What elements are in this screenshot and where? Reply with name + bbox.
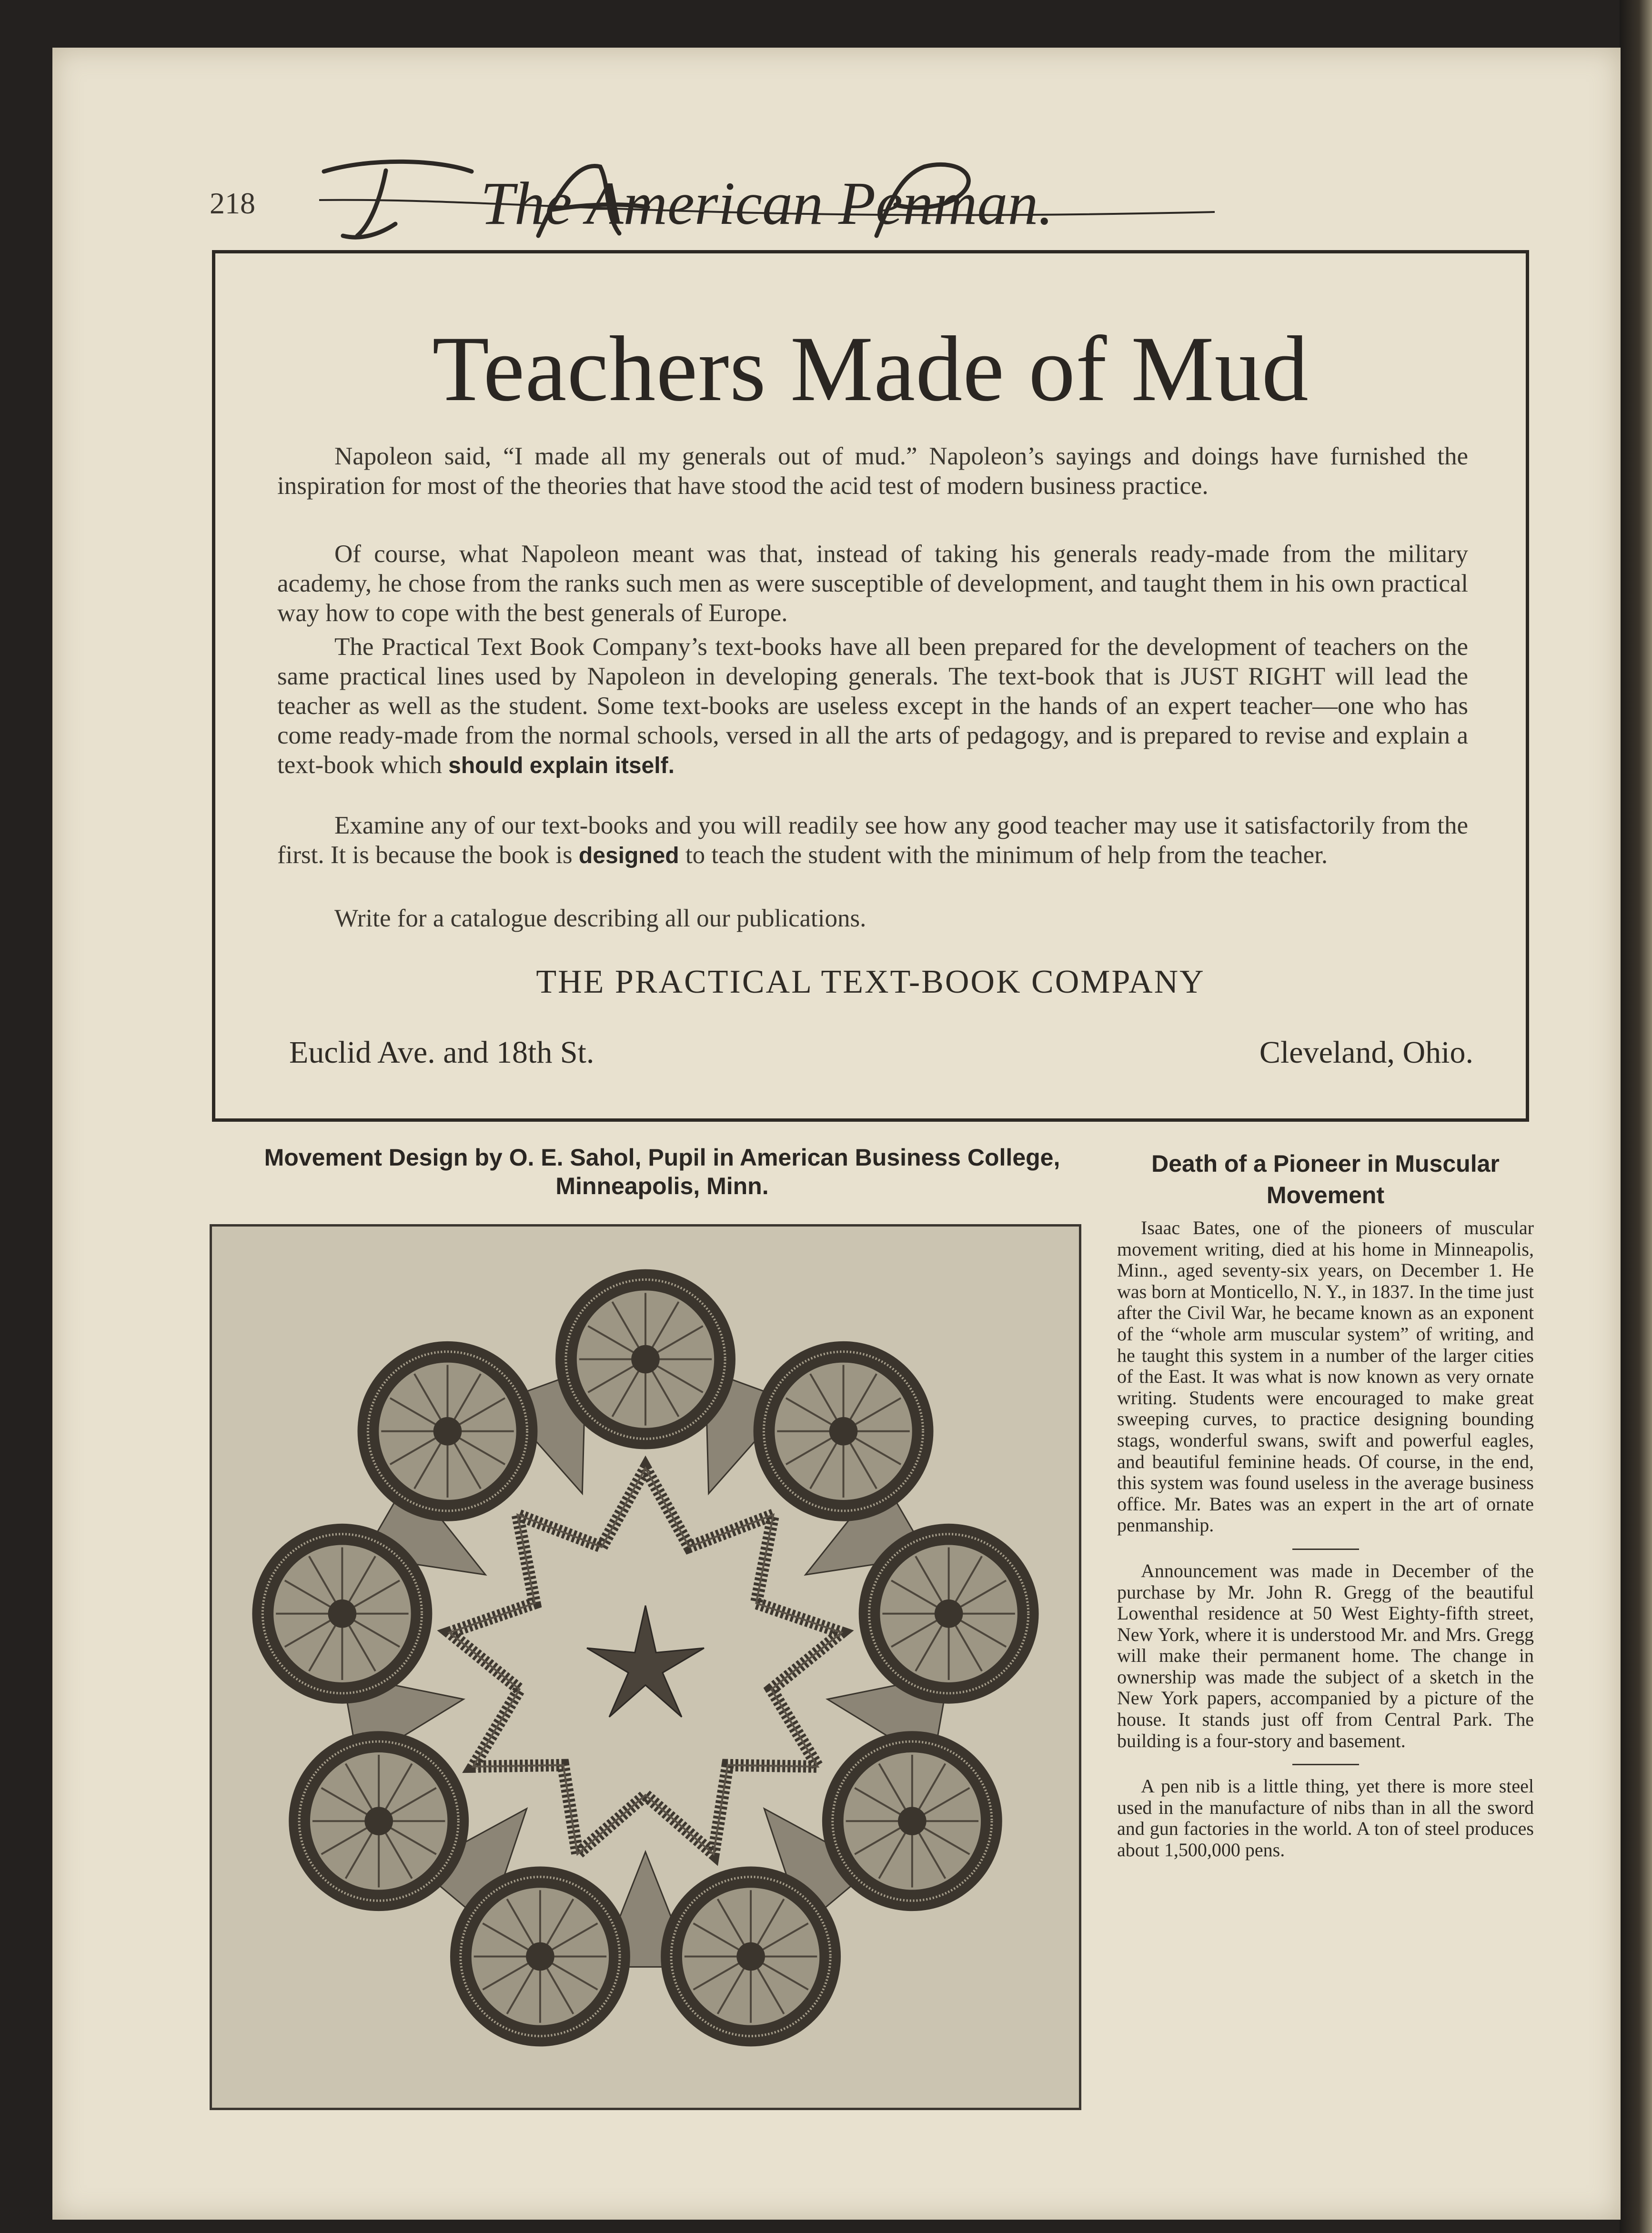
article-title: [1117, 1148, 1534, 1211]
ad-paragraph-3: [277, 632, 1468, 781]
design-medallion-hub: [935, 1599, 963, 1628]
article-paragraph-2: Announcement was made in December of the purchase by Mr. John R. Gregg of the beautiful Lowenthal residence at 50 West Eighty-fifth street, New York, where it is understood Mr. and Mrs. Gregg will make their permanent home. The change in ownership was made the subject of a sketch in the New York papers, accompanied by a picture of the house. It stands just off from Central Park. The building is a four-story and basement.: [1117, 1559, 1534, 1751]
ad-paragraph-4-end: to teach the student with the minimum of help from the teacher.: [685, 841, 1328, 869]
ad-paragraph-4: [277, 811, 1468, 871]
ad-emphasis-designed: designed: [578, 843, 679, 868]
section-divider: [1292, 1764, 1359, 1765]
masthead-script-logo: [314, 152, 1219, 243]
ad-paragraph-5: Write for a catalogue describing all our publications.: [334, 905, 866, 932]
article-paragraph-3: A pen nib is a little thing, yet there is more steel used in the manufacture of nibs than in all the sword and gun factories in the world. A ton of steel produces about 1,500,000 pens.: [1117, 1775, 1534, 1861]
design-caption-line-2: Minneapolis, Minn.: [555, 1173, 769, 1199]
ad-company-name: THE PRACTICAL TEXT-BOOK COMPANY: [536, 964, 1205, 1000]
svg-text:The American Penman.: The American Penman.: [480, 170, 1054, 237]
movement-design-illustration: [210, 1224, 1081, 2110]
ad-address-street: Euclid Ave. and 18th St.: [289, 1035, 594, 1070]
design-medallion-hub: [364, 1807, 393, 1835]
design-medallion-hub: [433, 1417, 462, 1446]
design-medallion-hub: [829, 1417, 858, 1446]
ad-address-city: Cleveland, Ohio.: [1259, 1035, 1473, 1070]
ad-paragraph-2: Of course, what Napoleon meant was that, instead of taking his generals ready-made from the military academy, he chose from the ranks such men as were susceptible of development, and taught them in his own practical way how to cope with the best generals of Europe.: [277, 540, 1468, 627]
design-medallion-hub: [736, 1942, 765, 1971]
design-medallion-hub: [526, 1942, 554, 1971]
article-column: [1117, 1148, 1534, 1861]
design-medallion-hub: [898, 1807, 927, 1835]
page-number: 218: [210, 186, 255, 220]
article-paragraph-1: Isaac Bates, one of the pioneers of muscular movement writing, died at his home in Minneapolis, Minn., aged seventy-six years, on December 1. He was born at Monticello, N. Y., in 1837. In the time just after the Civil War, he became known as an exponent of the “whole arm muscular system” of writing, and he taught this system in a number of the larger cities of the East. It was what is now known as very ornate writing. Students were encouraged to make great sweeping curves, to practice designing bounding stags, wonderful swans, swift and powerful eagles, and beautiful feminine heads. Of course, in the end, this system was found useless in the average business office. Mr. Bates was an expert in the art of ornate penmanship.: [1117, 1217, 1534, 1536]
ad-paragraph-4-text: Examine any of our text-books and you will readily see how any good teacher may use it satisfactorily from the first. It is because the book is: [277, 812, 1468, 869]
ad-title: Teachers Made of Mud: [432, 317, 1309, 421]
article-title-line-2: Movement: [1266, 1182, 1385, 1208]
design-caption-line-1: Movement Design by O. E. Sahol, Pupil in American Business College,: [264, 1144, 1060, 1171]
ad-paragraph-1: Napoleon said, “I made all my generals out of mud.” Napoleon’s sayings and doings have furnished the inspiration for most of the theories that have stood the acid test of modern business practice.: [277, 443, 1468, 500]
design-medallion-hub: [631, 1345, 660, 1374]
advertisement-box: [212, 250, 1529, 1122]
article-title-line-1: Death of a Pioneer in Muscular: [1151, 1150, 1500, 1177]
ornamental-rosette-icon: [212, 1227, 1079, 2108]
section-divider: [1292, 1549, 1359, 1550]
ad-paragraph-3-text: The Practical Text Book Company’s text-books have all been prepared for the development of teachers on the same practical lines used by Napoleon in developing generals. The text-book that is JUST RIGHT will lead the teacher as well as the student. Some text-books are useless except in the hands of an expert teacher—one who has come ready-made from the normal schools, versed in all the arts of pedagogy, and is prepared to revise and explain a text-book which: [277, 633, 1468, 779]
scan-background-edge: [1620, 0, 1652, 2233]
ad-emphasis-explain: should explain itself.: [448, 753, 675, 778]
design-caption: [210, 1143, 1115, 1200]
masthead-logo-icon: [314, 152, 1219, 243]
design-medallion-hub: [328, 1599, 357, 1628]
